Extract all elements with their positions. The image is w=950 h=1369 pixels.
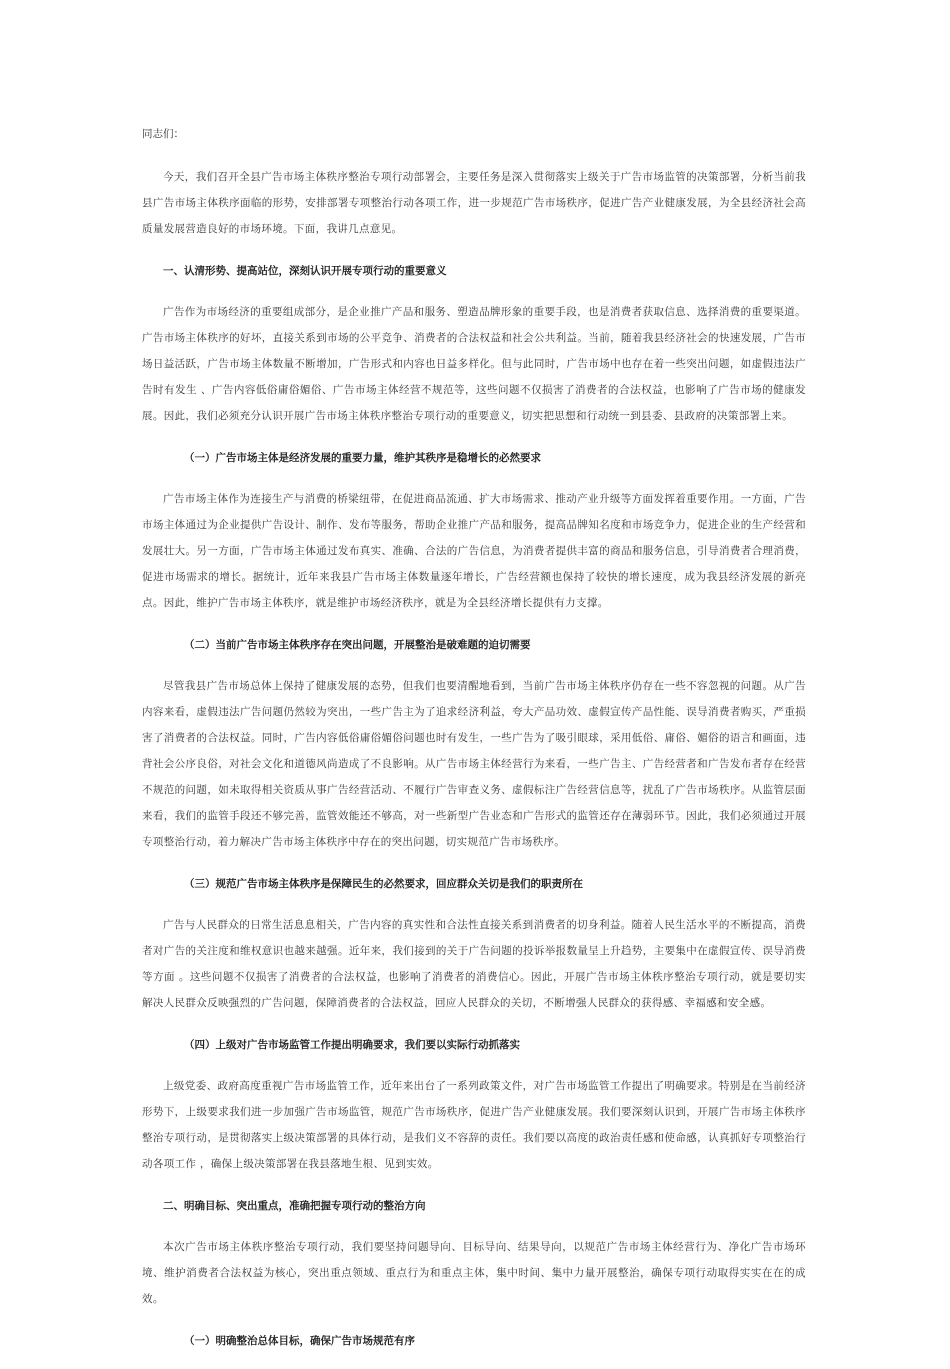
section-1-sub-2-heading: （二）当前广告市场主体秩序存在突出问题，开展整治是破难题的迫切需要 [184,639,531,651]
salutation: 同志们： [142,128,184,140]
section-1-sub-3-paragraph: 广告与人民群众的日常生活息息相关，广告内容的真实性和合法性直接关系到消费者的切身利益。随着人民生活水平的不断提高，消费者对广告的关注度和维权意识也越来越强。近年来，我们接到的关于广告问题的投诉举报数量呈上升趋势，主要集中在虚假宣传、误导消费等方面 。这些问题不仅损害了消费者的合法权益，也影响了消费者的消费信心。因此，开展广告市场主体秩序整治专项行动，就是要切实解决人民群众反映强烈的广告问题，保障消费者的合法权益，回应人民群众的关切，不断增强人民群众的获得感、幸福感和安全感。 [142,919,806,1009]
section-1-sub-2-paragraph: 尽管我县广告市场总体上保持了健康发展的态势，但我们也要清醒地看到，当前广告市场主体秩序仍存在一些不容忽视的问题。从广告内容来看，虚假违法广告问题仍然较为突出，一些广告主为了追求经济利益，夸大产品功效、虚假宣传产品性能、误导消费者购买，严重损害了消费者的合法权益。同时，广告内容低俗庸俗媚俗问题也时有发生，一些广告为了吸引眼球，采用低俗、庸俗、媚俗的语言和画面，违背社会公序良俗，对社会文化和道德风尚造成了不良影响。从广告市场主体经营行为来看，一些广告主、广告经营者和广告发布者存在经营不规范的问题，如未取得相关资质从事广告经营活动、不履行广告审查义务、虚假标注广告经营信息等，扰乱了广告市场秩序。从监管层面来看，我们的监管手段还不够完善，监管效能还不够高，对一些新型广告业态和广告形式的监管还存在薄弱环节。因此，我们必须通过开展专项整治行动，着力解决广告市场主体秩序中存在的突出问题，切实规范广告市场秩序。 [142,680,806,848]
section-1-heading: 一、认清形势、提高站位，深刻认识开展专项行动的重要意义 [163,265,447,277]
intro-paragraph: 今天，我们召开全县广告市场主体秩序整治专项行动部署会，主要任务是深入贯彻落实上级关于广告市场监管的决策部署，分析当前我县广告市场主体秩序面临的形势，安排部署专项整治行动各项工作，进一步规范广告市场秩序，促进广告产业健康发展，为全县经济社会高质量发展营造良好的市场环境。下面，我讲几点意见。 [142,171,806,235]
section-2-paragraph: 本次广告市场主体秩序整治专项行动，我们要坚持问题导向、目标导向、结果导向，以规范广告市场主体经营行为、净化广告市场环境、维护消费者合法权益为核心，突出重点领域、重点行为和重点主体，集中时间、集中力量开展整治，确保专项行动取得实实在在的成效。 [142,1241,806,1305]
section-2-heading: 二、明确目标、突出重点，准确把握专项行动的整治方向 [163,1200,426,1212]
section-1-paragraph: 广告作为市场经济的重要组成部分，是企业推广产品和服务、塑造品牌形象的重要手段，也是消费者获取信息、选择消费的重要渠道。广告市场主体秩序的好坏，直接关系到市场的公平竞争、消费者的合法权益和社会公共利益。当前，随着我县经济社会的快速发展，广告市场日益活跃，广告市场主体数量不断增加，广告形式和内容也日益多样化。但与此同时，广告市场中也存在着一些突出问题，如虚假违法广告时有发生 、广告内容低俗庸俗媚俗、广告市场主体经营不规范等，这些问题不仅损害了消费者的合法权益，也影响了广告市场的健康发展。因此，我们必须充分认识开展广告市场主体秩序整治专项行动的重要意义，切实把思想和行动统一到县委、县政府的决策部署上来。 [142,306,806,422]
document-body [142,121,806,1369]
section-1-sub-4-paragraph: 上级党委、政府高度重视广告市场监管工作，近年来出台了一系列政策文件，对广告市场监管工作提出了明确要求。特别是在当前经济形势下，上级要求我们进一步加强广告市场监管，规范广告市场秩序，促进广告产业健康发展。我们要深刻认识到，开展广告市场主体秩序整治专项行动，是贯彻落实上级决策部署的具体行动，是我们义不容辞的责任。我们要以高度的政治责任感和使命感，认真抓好专项整治行动各项工作 ，确保上级决策部署在我县落地生根、见到实效。 [142,1080,806,1170]
section-2-sub-1-heading: （一）明确整治总体目标，确保广告市场规范有序 [184,1335,415,1347]
section-1-sub-1-heading: （一）广告市场主体是经济发展的重要力量，维护其秩序是稳增长的必然要求 [184,452,541,464]
section-1-sub-1-paragraph: 广告市场主体作为连接生产与消费的桥梁纽带，在促进商品流通、扩大市场需求、推动产业升级等方面发挥着重要作用。一方面，广告市场主体通过为企业提供广告设计、制作、发布等服务，帮助企业推广产品和服务，提高品牌知名度和市场竞争力，促进企业的生产经营和发展壮大。另一方面，广告市场主体通过发布真实、准确、合法的广告信息，为消费者提供丰富的商品和服务信息，引导消费者合理消费，促进市场需求的增长。据统计，近年来我县广告市场主体数量逐年增长，广告经营额也保持了较快的增长速度，成为我县经济发展的新亮点。因此，维护广告市场主体秩序，就是维护市场经济秩序，就是为全县经济增长提供有力支撑。 [142,493,806,609]
section-1-sub-4-heading: （四）上级对广告市场监管工作提出明确要求，我们要以实际行动抓落实 [184,1039,520,1051]
section-1-sub-3-heading: （三）规范广告市场主体秩序是保障民生的必然要求，回应群众关切是我们的职责所在 [184,878,583,890]
